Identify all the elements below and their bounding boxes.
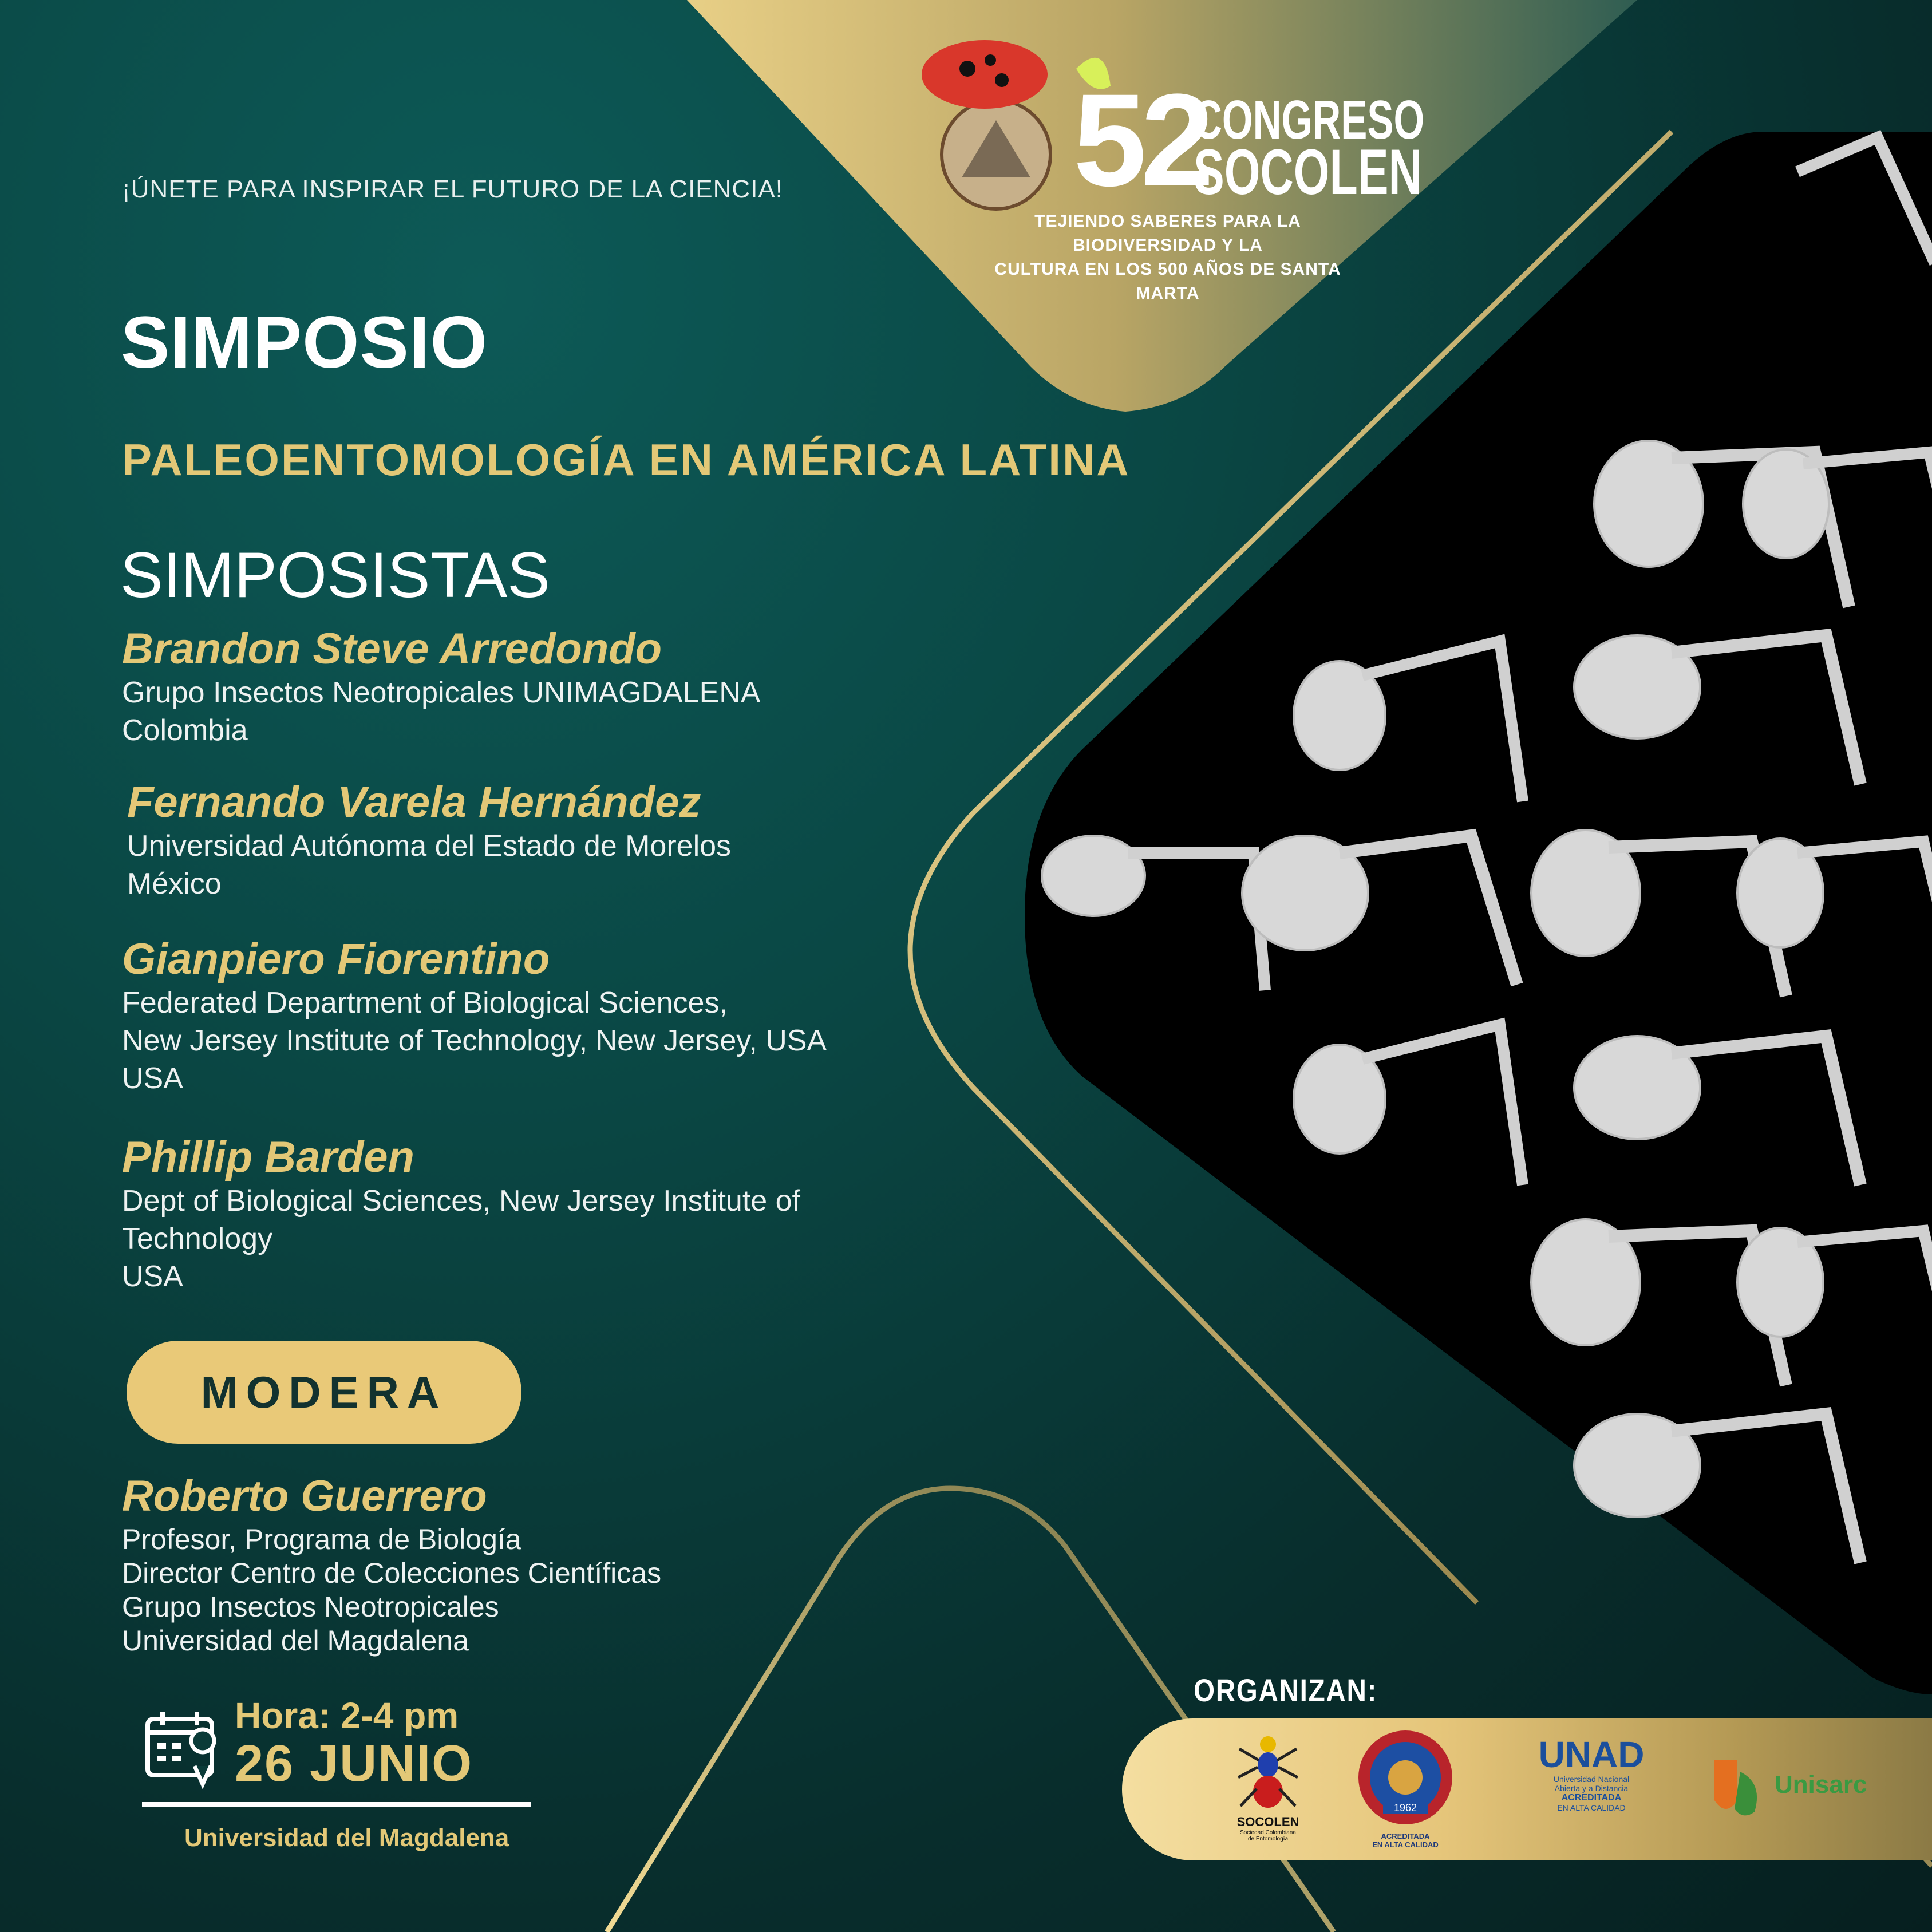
socolen-sub: Sociedad Colombiana [1240, 1830, 1296, 1836]
moderator-line: Profesor, Programa de Biología [122, 1523, 521, 1555]
event-venue: Universidad del Magdalena [184, 1824, 509, 1852]
speaker-1 [122, 624, 761, 749]
socolen-name: SOCOLEN [1236, 1815, 1299, 1829]
speaker-country: USA [122, 1260, 183, 1293]
speaker-affiliation: Federated Department of Biological Sciences, [122, 986, 728, 1020]
speaker-2 [127, 777, 731, 903]
unad-laurel-logo [1511, 1735, 1672, 1858]
tagline: ¡ÚNETE PARA INSPIRAR EL FUTURO DE LA CIENCIA! [122, 175, 783, 203]
speaker-name: Fernando Varela Hernández [127, 778, 701, 827]
symposium-title: PALEOENTOMOLOGÍA EN AMÉRICA LATINA [122, 434, 1131, 485]
socolen-ant-logo [1219, 1732, 1317, 1858]
unisarc-emblem [1709, 1755, 1772, 1823]
congress-subtitle [973, 210, 1362, 306]
seal-year: 1962 [1393, 1802, 1417, 1814]
moderator-name: Roberto Guerrero [122, 1472, 487, 1520]
moderator-line: Grupo Insectos Neotropicales [122, 1591, 499, 1623]
speaker-4 [122, 1132, 800, 1295]
speaker-affiliation: Grupo Insectos Neotropicales UNIMAGDALENA [122, 676, 761, 709]
speaker-country: México [127, 867, 222, 900]
unimagdalena-accreditation: EN ALTA CALIDAD [1372, 1840, 1439, 1849]
speaker-affiliation: New Jersey Institute of Technology, New Jersey, USA [122, 1024, 827, 1057]
moderator-line: Director Centro de Colecciones Científicas [122, 1557, 662, 1589]
ant-icon [1234, 1732, 1302, 1812]
congress-line2: SOCOLEN [1194, 136, 1422, 208]
speaker-name: Brandon Steve Arredondo [122, 625, 662, 673]
divider [142, 1802, 531, 1807]
calendar-location-icon [143, 1709, 223, 1789]
unimagdalena-seal [1351, 1726, 1460, 1829]
event-time: Hora: 2-4 pm [235, 1695, 459, 1736]
congress-number: 52 [1073, 66, 1208, 214]
page-title: SIMPOSIO [121, 302, 488, 384]
unad-accreditation: ACREDITADA [1561, 1793, 1622, 1803]
unad-sub: Universidad Nacional [1553, 1775, 1630, 1784]
unimagdalena-accreditation: ACREDITADA [1381, 1832, 1430, 1840]
unad-accreditation: EN ALTA CALIDAD [1557, 1803, 1626, 1812]
organizers-label: ORGANIZAN: [1194, 1672, 1378, 1708]
congress-subtitle-line2: CULTURA EN LOS 500 AÑOS DE SANTA MARTA [994, 260, 1341, 303]
congress-line1: CONGRESO [1194, 89, 1425, 151]
speaker-3 [122, 934, 827, 1097]
gold-outline-bottom [607, 1488, 1334, 1932]
moderator-line: Universidad del Magdalena [122, 1625, 469, 1657]
unimagdalena-seal-logo [1345, 1726, 1465, 1858]
unisarc-wordmark: Unisarc [1775, 1771, 1867, 1799]
moderator-label-pill: MODERA [127, 1341, 521, 1444]
congress-subtitle-line1: TEJIENDO SABERES PARA LA BIODIVERSIDAD Y LA [1034, 212, 1301, 255]
socolen-sub: de Entomología [1247, 1836, 1289, 1842]
speaker-affiliation: Technology [122, 1222, 273, 1255]
unad-wordmark: UNAD [1538, 1734, 1645, 1775]
speakers-heading: SIMPOSISTAS [120, 539, 550, 611]
speaker-affiliation: Dept of Biological Sciences, New Jersey Institute of [122, 1184, 801, 1218]
speaker-country: USA [122, 1062, 183, 1095]
unisarc-logo [1709, 1755, 1892, 1835]
speaker-affiliation: Universidad Autónoma del Estado de Morelos [127, 829, 732, 863]
unad-sub: Abierta y a Distancia [1554, 1784, 1629, 1793]
event-date: 26 JUNIO [235, 1735, 473, 1792]
speaker-country: Colombia [122, 714, 248, 747]
speaker-name: Gianpiero Fiorentino [122, 935, 550, 983]
moderator-affiliations [122, 1523, 661, 1658]
speaker-name: Phillip Barden [122, 1133, 414, 1182]
